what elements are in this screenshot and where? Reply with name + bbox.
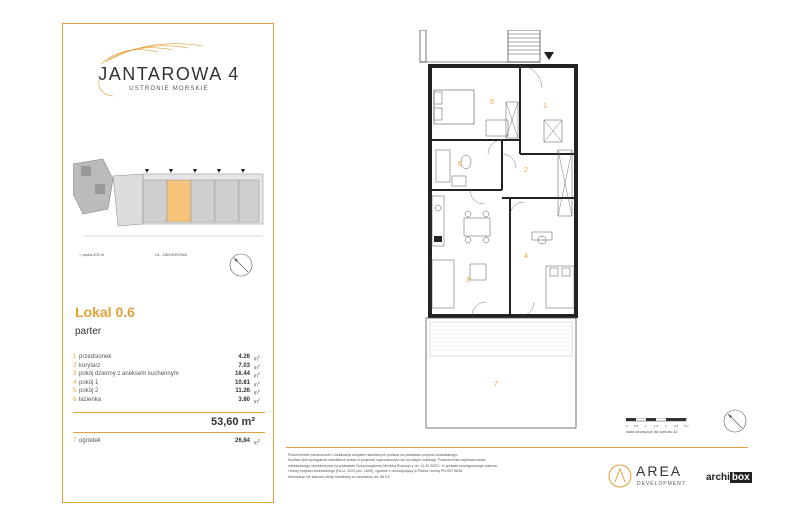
room-area: 7.03 [238, 362, 250, 369]
room-name: pokój dzienny z aneksem kuchennym [79, 371, 179, 377]
room-area: 16.44 [234, 371, 250, 377]
disclaimer-line: Powierzchnie pomieszczeń i lokalizacja urządzeń sanitarnych podana na podstawie projektu budowlanego. [288, 453, 459, 457]
brand-subtitle: USTRONIE MORSKIE [129, 86, 209, 92]
beach-distance-label: < plaża 200 m [79, 252, 105, 257]
stairs [508, 30, 554, 62]
room-row [73, 388, 268, 397]
room-number: 1 [73, 354, 77, 360]
garden-row [73, 438, 268, 447]
garden-unit: $m^2$ [253, 438, 260, 447]
disclaimer-line: Informacja nie stanowi oferty handlowej w rozumieniu art. 66 KC [288, 474, 391, 479]
room-name: korytarz [79, 362, 101, 369]
scale-tick: 5 m [684, 424, 690, 428]
divider [73, 432, 265, 433]
room-area: 10.81 [234, 379, 250, 386]
room-label-3: 3 [466, 277, 470, 284]
room-label-7: 7 [494, 381, 498, 388]
room-row [73, 354, 268, 363]
room-number: 6 [73, 396, 77, 403]
brand-title: JANTAROWA 4 [98, 64, 240, 84]
scale-note: skala obowiązuje dla wydruku A3 [626, 430, 678, 434]
room-name: pokój 1 [79, 379, 99, 386]
room-row [73, 397, 268, 406]
scale-tick: 0.5 [634, 424, 639, 428]
street-label: UL. JANTAROWA [155, 252, 188, 257]
room-name: pokój 2 [79, 388, 99, 394]
room-unit: $m^2$ [253, 354, 260, 363]
scale-tick: 1 [645, 424, 647, 428]
brand-logo [63, 24, 275, 134]
compass-icon [228, 252, 254, 278]
room-number: 4 [73, 379, 77, 386]
room-number: 3 [73, 371, 77, 377]
room-label-2: 2 [524, 167, 528, 174]
room-number: 2 [73, 362, 77, 369]
room-label-1: 1 [543, 103, 547, 110]
unit-title: Lokal 0.6 [75, 304, 135, 320]
garden-area: 26,84 [234, 438, 250, 444]
room-unit: $m^2$ [253, 362, 260, 372]
site-plan-map [73, 154, 268, 244]
developer-tagline: DEVELOPMENT [637, 481, 686, 487]
total-area: 53,60 m² [210, 416, 255, 428]
architect-logo: archi box [706, 472, 750, 483]
garden-name: ogródek [79, 438, 101, 444]
scale-tick: 2.5 [674, 424, 679, 428]
room-name: łazienka [79, 396, 102, 403]
room-label-5: 5 [490, 99, 494, 106]
room-row [73, 380, 268, 389]
room-name: przedsionek [79, 354, 112, 360]
disclaimer-line: i formy projektu budowlanego (Dz.U. 2020 poz. 1609), zgodnie z obowiązującą w Polsce normą PN ISO 9836. [288, 469, 463, 474]
room-list [73, 354, 268, 405]
divider [73, 412, 265, 413]
disclaimer-line: Możliwe jest wystąpienie niewielkich zmian w projekcie wykonawczym lub na etapie realizacji. Powierzchnia użytkowa lokalu [288, 458, 486, 463]
scale-tick: 0 [626, 424, 628, 428]
room-row [73, 371, 268, 380]
room-number: 5 [73, 388, 77, 394]
compass-icon [722, 408, 748, 434]
scale-tick: 2 [665, 424, 667, 428]
room-unit: $m^2$ [253, 371, 260, 380]
room-label-4: 4 [524, 253, 528, 260]
room-area: 4.26 [238, 354, 250, 360]
room-area: 11.26 [235, 388, 250, 394]
disclaimer-text [288, 453, 523, 480]
room-label-6: 6 [458, 161, 462, 168]
room-unit: $m^2$ [253, 388, 260, 397]
developer-name: AREA [636, 463, 683, 479]
info-panel [62, 23, 274, 503]
scale-tick: 1.5 [654, 424, 659, 428]
unit-floor: parter [75, 326, 102, 337]
disclaimer-line: mieszkalnego określona jest na podstawie Rozporządzenia Ministra Rozwoju z dn. 11.09.2020 r. w sprawie szczegółowego zakresu [288, 463, 498, 468]
scale-bar [626, 418, 706, 438]
room-row [73, 363, 268, 372]
room-unit: $m^2$ [253, 379, 260, 389]
room-unit: $m^2$ [253, 396, 260, 406]
garden-number: 7 [73, 438, 77, 444]
floor-plan [410, 30, 600, 430]
footer-divider [286, 447, 748, 448]
room-area: 3.80 [238, 396, 250, 403]
